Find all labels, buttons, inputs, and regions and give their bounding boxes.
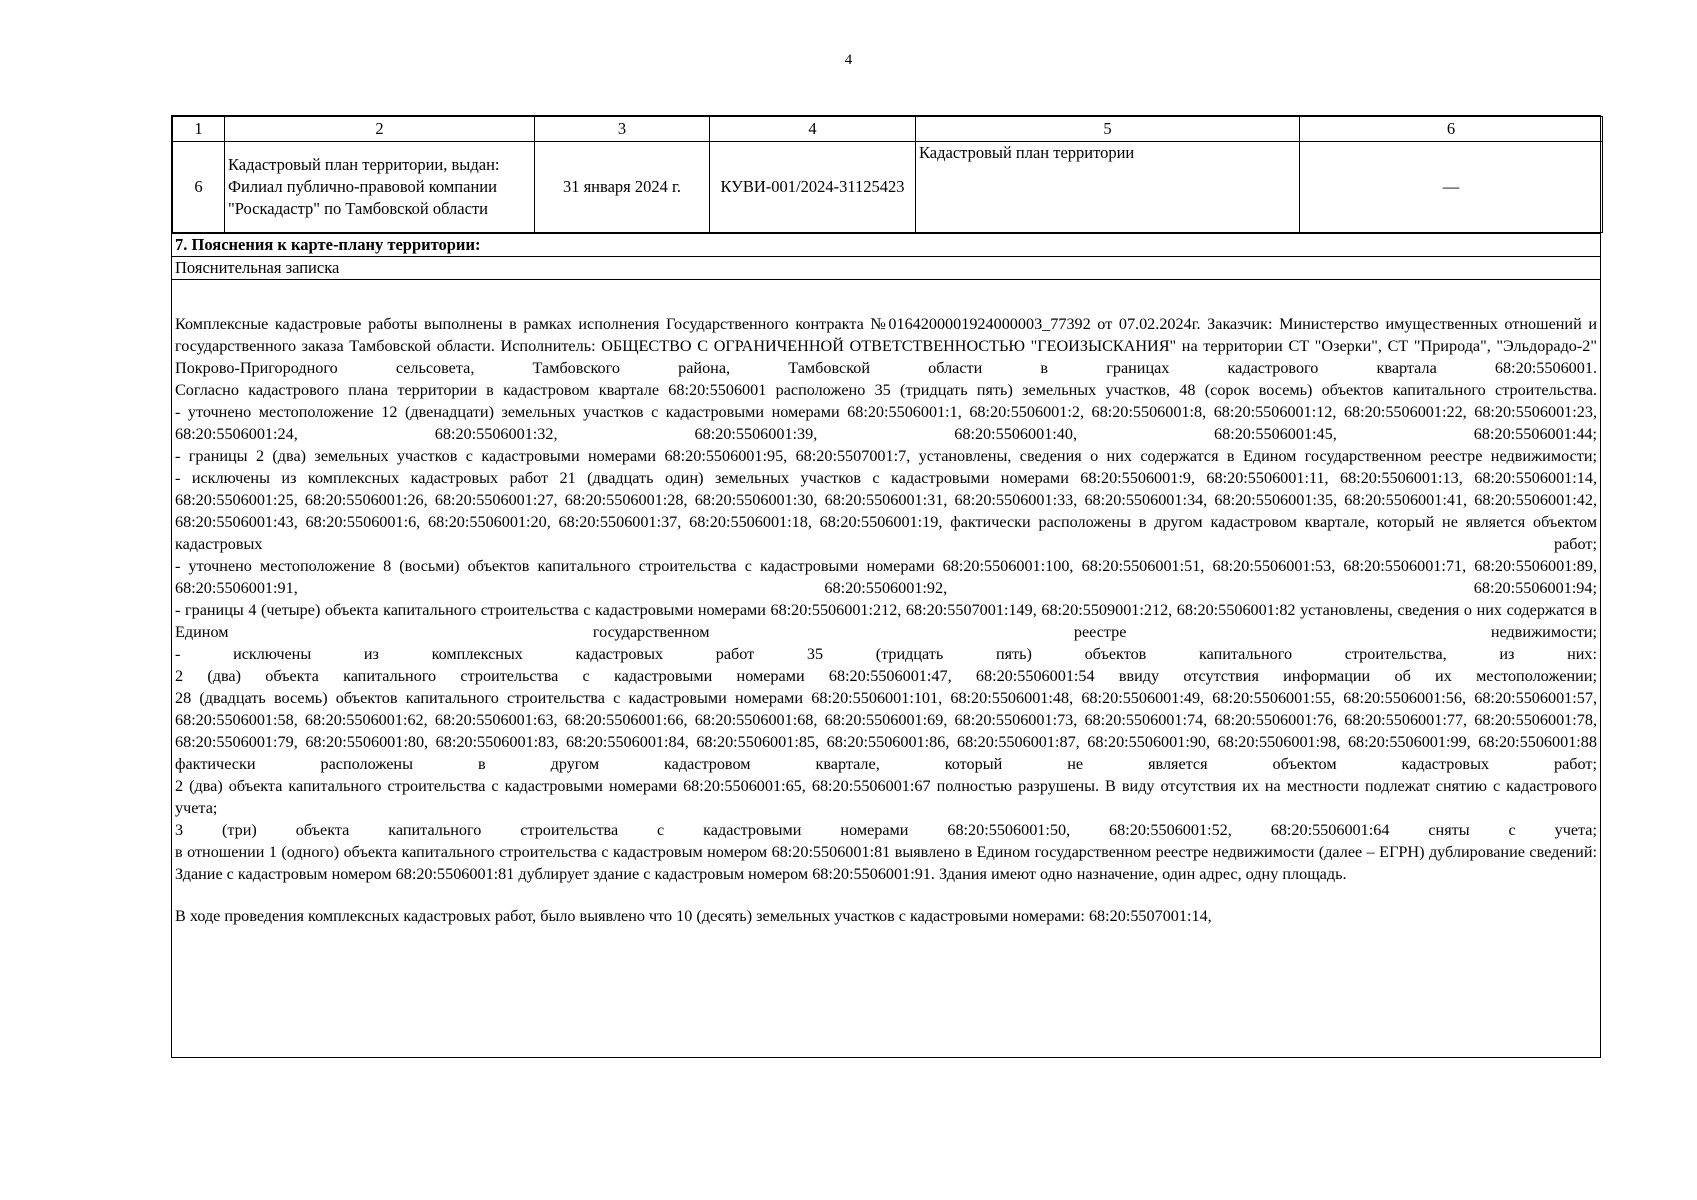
document-sheet — [171, 115, 1601, 1058]
note-paragraph: - уточнено местоположение 8 (восьми) объектов капитального строительства с кадастровыми номерами 68:20:5506001:100, 68:20:5506001:51, 68:20:5506001:53, 68:20:5506001:71, 68:20:5506001:89, 68:20:5506001:91, 68:20:5506001:92, 68:20:5506001:94; — [175, 557, 1597, 597]
row-number: 6 — [173, 142, 225, 233]
note-paragraph: в отношении 1 (одного) объекта капитального строительства с кадастровым номером 68:20:5506001:81 выявлено в Едином государственном реестре недвижимости (далее – ЕГРН) дублирование сведений: — [175, 843, 1597, 861]
note-paragraph: - исключены из комплексных кадастровых работ 21 (двадцать один) земельных участков с кадастровыми номерами 68:20:5506001:9, 68:20:5506001:11, 68:20:5506001:13, 68:20:5506001:14, 68:20:5506001:25, 68:20:5506001:26, 68:20:5506001:27, 68:20:5506001:28, 68:20:5506001:30, 68:20:5506001:31, 68:20:5506001:33, 68:20:5506001:34, 68:20:5506001:35, 68:20:5506001:41, 68:20:5506001:42, 68:20:5506001:43, 68:20:5506001:6, 68:20:5506001:20, 68:20:5506001:37, 68:20:5506001:18, 68:20:5506001:19, фактически расположены в другом кадастровом квартале, который не является объектом кадастровых работ; — [175, 469, 1597, 553]
document-name: Кадастровый план территории, выдан: Филиал публично-правовой компании "Роскадастр" по Тамбовской области — [225, 142, 535, 233]
header-cell: 4 — [710, 117, 916, 142]
table-header-row — [173, 117, 1603, 142]
note-paragraph: 3 (три) объекта капитального строительства с кадастровыми номерами 68:20:5506001:50, 68:20:5506001:52, 68:20:5506001:64 сняты с учета; — [175, 821, 1597, 839]
note-paragraph: - границы 4 (четыре) объекта капитального строительства с кадастровыми номерами 68:20:5506001:212, 68:20:5507001:149, 68:20:5509001:212, 68:20:5506001:82 установлены, сведения о них содержатся в Едином государственном реестре недвижимости; — [175, 601, 1597, 641]
header-cell: 1 — [173, 117, 225, 142]
note-paragraph: 2 (два) объекта капитального строительства с кадастровыми номерами 68:20:5506001:65, 68:20:5506001:67 полностью разрушены. В виду отсутствия их на местности подлежат снятию с кадастрового учета; — [175, 777, 1597, 817]
header-cell: 2 — [225, 117, 535, 142]
note-final-paragraph: В ходе проведения комплексных кадастровых работ, было выявлено что 10 (десять) земельных участков с кадастровыми номерами: 68:20:5507001:14, — [175, 907, 1212, 925]
note-paragraph: - уточнено местоположение 12 (двенадцати) земельных участков с кадастровыми номерами 68:20:5506001:1, 68:20:5506001:2, 68:20:5506001:8, 68:20:5506001:12, 68:20:5506001:22, 68:20:5506001:23, 68:20:5506001:24, 68:20:5506001:32, 68:20:5506001:39, 68:20:5506001:40, 68:20:5506001:45, 68:20:5506001:44; — [175, 403, 1597, 443]
note-paragraph: 2 (два) объекта капитального строительства с кадастровыми номерами 68:20:5506001:47, 68:20:5506001:54 ввиду отсутствия информации об их местоположении; — [175, 667, 1597, 685]
document-note: — — [1300, 142, 1603, 233]
header-cell: 5 — [916, 117, 1300, 142]
section-subtitle: Пояснительная записка — [172, 256, 1600, 279]
document-description: Кадастровый план территории — [916, 142, 1300, 233]
note-paragraph: Здание с кадастровым номером 68:20:5506001:81 дублирует здание с кадастровым номером 68:20:5506001:91. Здания имеют одно назначение, один адрес, одну площадь. — [175, 865, 1347, 883]
note-paragraph: Согласно кадастрового плана территории в кадастровом квартале 68:20:5506001 расположено 35 (тридцать пять) земельных участков, 48 (сорок восемь) объектов капитального строительства. — [175, 381, 1597, 399]
document-date: 31 января 2024 г. — [535, 142, 710, 233]
documents-table — [172, 116, 1603, 233]
header-cell: 3 — [535, 117, 710, 142]
header-cell: 6 — [1300, 117, 1603, 142]
section-title: 7. Пояснения к карте-плану территории: — [172, 233, 1600, 256]
note-paragraph: - исключены из комплексных кадастровых работ 35 (тридцать пять) объектов капитального строительства, из них: — [175, 645, 1597, 663]
note-paragraph: - границы 2 (два) земельных участков с кадастровыми номерами 68:20:5506001:95, 68:20:5507001:7, установлены, сведения о них содержатся в Едином государственном реестре недвижимости; — [175, 447, 1597, 465]
document-number: КУВИ-001/2024-31125423 — [710, 142, 916, 233]
note-paragraph: Комплексные кадастровые работы выполнены в рамках исполнения Государственного контракта №0164200001924000003_77392 от 07.02.2024г. Заказчик: Министерство имущественных отношений и государственного заказа Тамбовской области. Исполнитель: ОБЩЕСТВО С ОГРАНИЧЕННОЙ ОТВЕТСТВЕННОСТЬЮ "ГЕОИЗЫСКАНИЯ" на территории СТ "Озерки", СТ "Природа", "Эльдорадо-2" Покрово-Пригородного сельсовета, Тамбовского района, Тамбовской области в границах кадастрового квартала 68:20:5506001. — [175, 315, 1597, 377]
note-paragraph: 28 (двадцать восемь) объектов капитального строительства с кадастровыми номерами 68:20:5506001:101, 68:20:5506001:48, 68:20:5506001:49, 68:20:5506001:55, 68:20:5506001:56, 68:20:5506001:57, 68:20:5506001:58, 68:20:5506001:62, 68:20:5506001:63, 68:20:5506001:66, 68:20:5506001:68, 68:20:5506001:69, 68:20:5506001:73, 68:20:5506001:74, 68:20:5506001:76, 68:20:5506001:77, 68:20:5506001:78, 68:20:5506001:79, 68:20:5506001:80, 68:20:5506001:83, 68:20:5506001:84, 68:20:5506001:85, 68:20:5506001:86, 68:20:5506001:87, 68:20:5506001:90, 68:20:5506001:98, 68:20:5506001:99, 68:20:5506001:88 фактически расположены в другом кадастровом квартале, который не является объектом кадастровых работ; — [175, 689, 1597, 773]
page-number: 4 — [844, 52, 853, 68]
explanatory-note — [172, 279, 1600, 1057]
table-row — [173, 142, 1603, 233]
